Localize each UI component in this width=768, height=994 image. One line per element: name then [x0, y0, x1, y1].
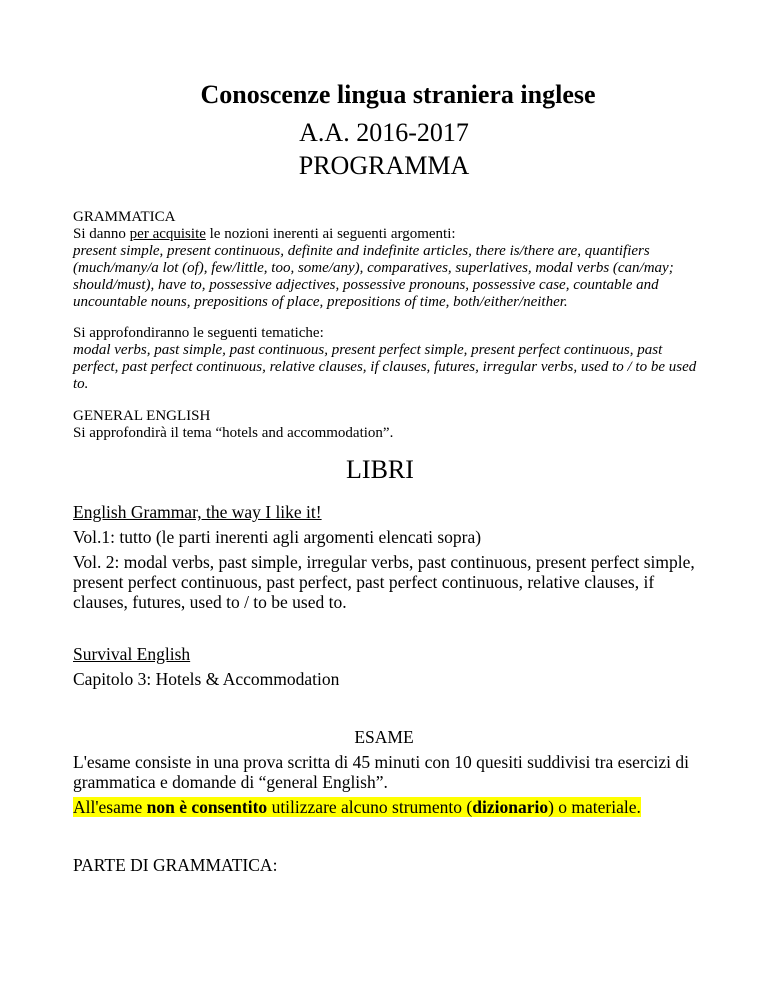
grammatica-intro-pre: Si danno — [73, 226, 130, 242]
grammatica-intro — [73, 226, 703, 243]
book1-vol1: Vol.1: tutto (le parti inerenti agli argomenti elencati sopra) — [73, 527, 482, 547]
notice-bold-1: non è consentito — [146, 797, 268, 817]
grammatica-intro-post: le nozioni inerenti ai seguenti argomenti: — [205, 226, 456, 242]
general-english-text: Si approfondirà il tema “hotels and accommodation”. — [73, 425, 394, 441]
grammatica-topics-text: present simple, present continuous, definite and indefinite articles, there is/there are, quantifiers (much/many/a lot (of), few/little, too, some/any), comparatives, superlatives, modal verbs (can/may; should/must), have to, possessive adjectives, possessive pronouns, possessive case, countable and uncountable nouns, prepositions of place, prepositions of time, both/either/neither. — [73, 243, 674, 310]
grammatica-intro-underlined: per acquisite — [129, 226, 206, 242]
program-heading: PROGRAMMA — [298, 151, 470, 180]
document-title: Conoscenze lingua straniera inglese — [200, 80, 596, 109]
deepen-topics-text: modal verbs, past simple, past continuous, present perfect simple, present perfect continuous, past perfect, past perfect continuous, relative clauses, if clauses, futures, irregular verbs, used to / to be used to. — [73, 342, 697, 392]
book1-title — [73, 502, 713, 522]
deepen-topics — [73, 342, 703, 393]
grammatica-topics — [73, 243, 703, 311]
parte-grammatica-heading: PARTE DI GRAMMATICA: — [73, 855, 278, 875]
book1-vol2: Vol. 2: modal verbs, past simple, irregular verbs, past continuous, present perfect simple, present perfect continuous, past perfect, past perfect continuous, relative clauses, if clauses, futures, used to / to be used to. — [73, 552, 695, 612]
book2-title-text: Survival English — [73, 644, 191, 664]
notice-part-2: utilizzare alcuno strumento ( — [267, 797, 473, 817]
esame-notice — [73, 797, 713, 817]
esame-description: L'esame consiste in una prova scritta di 45 minuti con 10 quesiti suddivisi tra esercizi di grammatica e domande di “general English”. — [73, 752, 690, 792]
deepen-intro: Si approfondiranno le seguenti tematiche: — [73, 325, 324, 341]
notice-part-1: All'esame — [73, 797, 147, 817]
grammatica-heading: GRAMMATICA — [73, 209, 176, 225]
notice-part-3: ) o materiale. — [548, 797, 641, 817]
academic-year: A.A. 2016-2017 — [299, 118, 469, 147]
book1-title-text: English Grammar, the way I like it! — [73, 502, 322, 522]
general-english-heading: GENERAL ENGLISH — [73, 408, 211, 424]
esame-heading: ESAME — [354, 727, 414, 747]
notice-bold-2: dizionario — [472, 797, 549, 817]
libri-heading: LIBRI — [346, 455, 414, 484]
book2-title — [73, 644, 713, 664]
book2-chapter: Capitolo 3: Hotels & Accommodation — [73, 669, 340, 689]
esame-notice-highlight — [73, 797, 641, 817]
